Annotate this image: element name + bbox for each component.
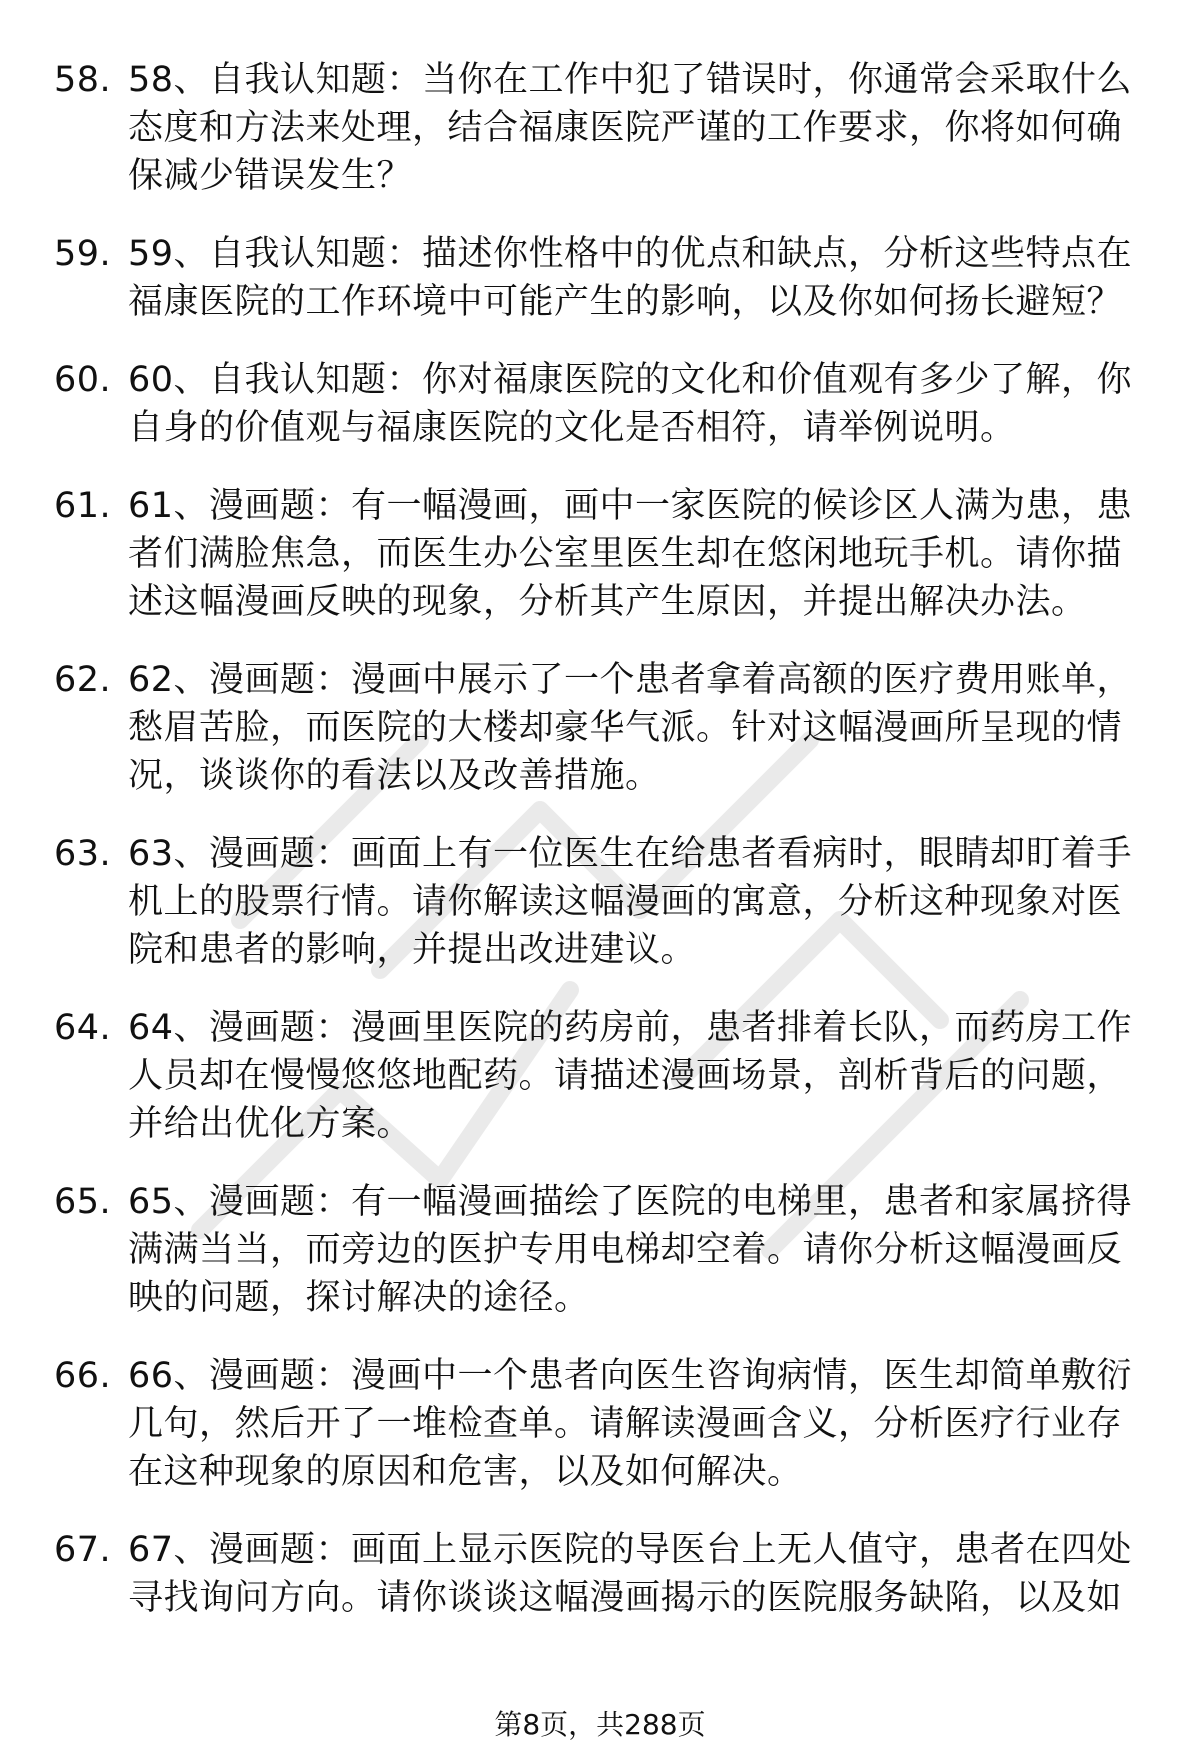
question-text: 61、漫画题：有一幅漫画，画中一家医院的候诊区人满为患，患者们满脸焦急，而医生办公室里医生却在悠闲地玩手机。请你描述这幅漫画反映的现象，分析其产生原因，并提出解决办法。 <box>128 486 1133 622</box>
question-number: 66. <box>54 1356 112 1396</box>
question-number: 63. <box>54 834 112 874</box>
question-text: 62、漫画题：漫画中展示了一个患者拿着高额的医疗费用账单，愁眉苦脸，而医院的大楼却豪华气派。针对这幅漫画所呈现的情况，谈谈你的看法以及改善措施。 <box>128 660 1133 796</box>
question-item-62 <box>0 656 1200 800</box>
question-text: 64、漫画题：漫画里医院的药房前，患者排着长队，而药房工作人员却在慢慢悠悠地配药。请描述漫画场景，剖析背后的问题，并给出优化方案。 <box>128 1008 1133 1144</box>
question-item-58 <box>0 56 1200 200</box>
question-text: 59、自我认知题：描述你性格中的优点和缺点，分析这些特点在福康医院的工作环境中可能产生的影响，以及你如何扬长避短？ <box>128 234 1133 322</box>
question-number: 60. <box>54 360 112 400</box>
page-footer: 第8页，共288页 <box>494 1708 706 1741</box>
question-text: 66、漫画题：漫画中一个患者向医生咨询病情，医生却简单敷衍几句，然后开了一堆检查单。请解读漫画含义，分析医疗行业存在这种现象的原因和危害，以及如何解决。 <box>128 1356 1133 1492</box>
question-number: 67. <box>54 1530 112 1570</box>
question-list <box>0 56 1200 1652</box>
question-number: 62. <box>54 660 112 700</box>
question-number: 59. <box>54 234 112 274</box>
question-number: 65. <box>54 1182 112 1222</box>
question-item-63 <box>0 830 1200 974</box>
question-item-67 <box>0 1526 1200 1622</box>
question-item-65 <box>0 1178 1200 1322</box>
question-text: 67、漫画题：画面上显示医院的导医台上无人值守，患者在四处寻找询问方向。请你谈谈这幅漫画揭示的医院服务缺陷，以及如 <box>128 1530 1133 1618</box>
question-text: 63、漫画题：画面上有一位医生在给患者看病时，眼睛却盯着手机上的股票行情。请你解读这幅漫画的寓意，分析这种现象对医院和患者的影响，并提出改进建议。 <box>128 834 1133 970</box>
question-number: 61. <box>54 486 112 526</box>
question-number: 64. <box>54 1008 112 1048</box>
question-item-59 <box>0 230 1200 326</box>
question-text: 60、自我认知题：你对福康医院的文化和价值观有多少了解，你自身的价值观与福康医院的文化是否相符，请举例说明。 <box>128 360 1133 448</box>
question-number: 58. <box>54 60 112 100</box>
question-item-61 <box>0 482 1200 626</box>
question-item-66 <box>0 1352 1200 1496</box>
question-item-60 <box>0 356 1200 452</box>
question-text: 65、漫画题：有一幅漫画描绘了医院的电梯里，患者和家属挤得满满当当，而旁边的医护专用电梯却空着。请你分析这幅漫画反映的问题，探讨解决的途径。 <box>128 1182 1133 1318</box>
question-text: 58、自我认知题：当你在工作中犯了错误时，你通常会采取什么态度和方法来处理，结合福康医院严谨的工作要求，你将如何确保减少错误发生？ <box>128 60 1133 196</box>
question-item-64 <box>0 1004 1200 1148</box>
